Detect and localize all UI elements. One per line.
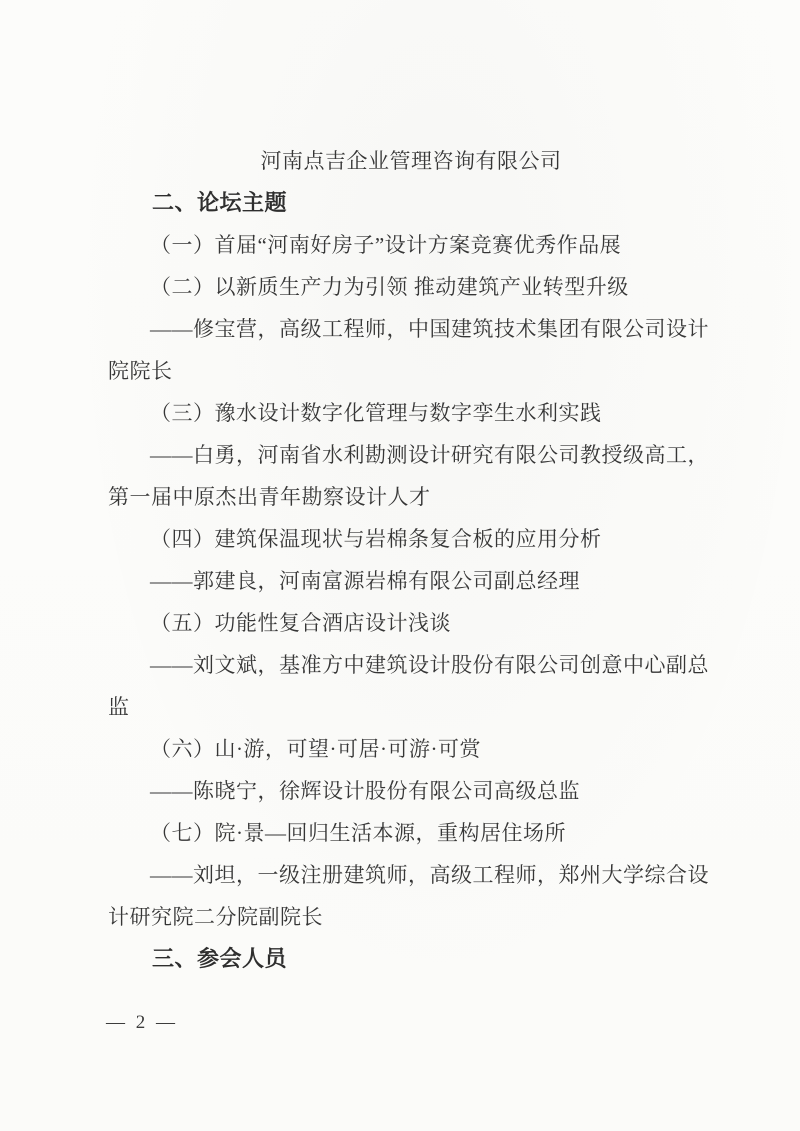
page-number: — 2 — [106,1012,178,1033]
topic-6-line: （六）山·游，可望·可居·可游·可赏 [150,737,481,761]
speaker-3-line-2: 第一届中原杰出青年勘察设计人才 [108,485,431,509]
section-heading-attendees: 三、参会人员 [152,946,288,971]
speaker-5-line-1: ——刘文斌，基准方中建筑设计股份有限公司创意中心副总 [150,653,709,677]
speaker-3-line-1: ——白勇，河南省水利勘测设计研究有限公司教授级高工， [150,443,709,467]
speaker-2-line-1: ——修宝营，高级工程师，中国建筑技术集团有限公司设计 [150,317,709,341]
speaker-5-line-2: 监 [108,695,130,719]
topic-1-line: （一）首届“河南好房子”设计方案竞赛优秀作品展 [150,233,622,257]
speaker-7-line-1: ——刘坦，一级注册建筑师，高级工程师，郑州大学综合设 [150,863,709,887]
topic-4-line: （四）建筑保温现状与岩棉条复合板的应用分析 [150,527,602,551]
speaker-6-line: ——陈晓宁，徐辉设计股份有限公司高级总监 [150,779,580,803]
document-body [108,140,714,980]
speaker-2-line-2: 院院长 [108,359,173,383]
company-name-line: 河南点吉企业管理咨询有限公司 [260,149,562,173]
section-heading-forum-topics: 二、论坛主题 [152,190,288,215]
topic-5-line: （五）功能性复合酒店设计浅谈 [150,611,451,635]
speaker-4-line: ——郭建良，河南富源岩棉有限公司副总经理 [150,569,580,593]
topic-3-line: （三）豫水设计数字化管理与数字孪生水利实践 [150,401,602,425]
topic-7-line: （七）院·景—回归生活本源，重构居住场所 [150,821,566,845]
topic-2-line: （二）以新质生产力为引领 推动建筑产业转型升级 [150,275,629,299]
speaker-7-line-2: 计研究院二分院副院长 [108,905,323,929]
